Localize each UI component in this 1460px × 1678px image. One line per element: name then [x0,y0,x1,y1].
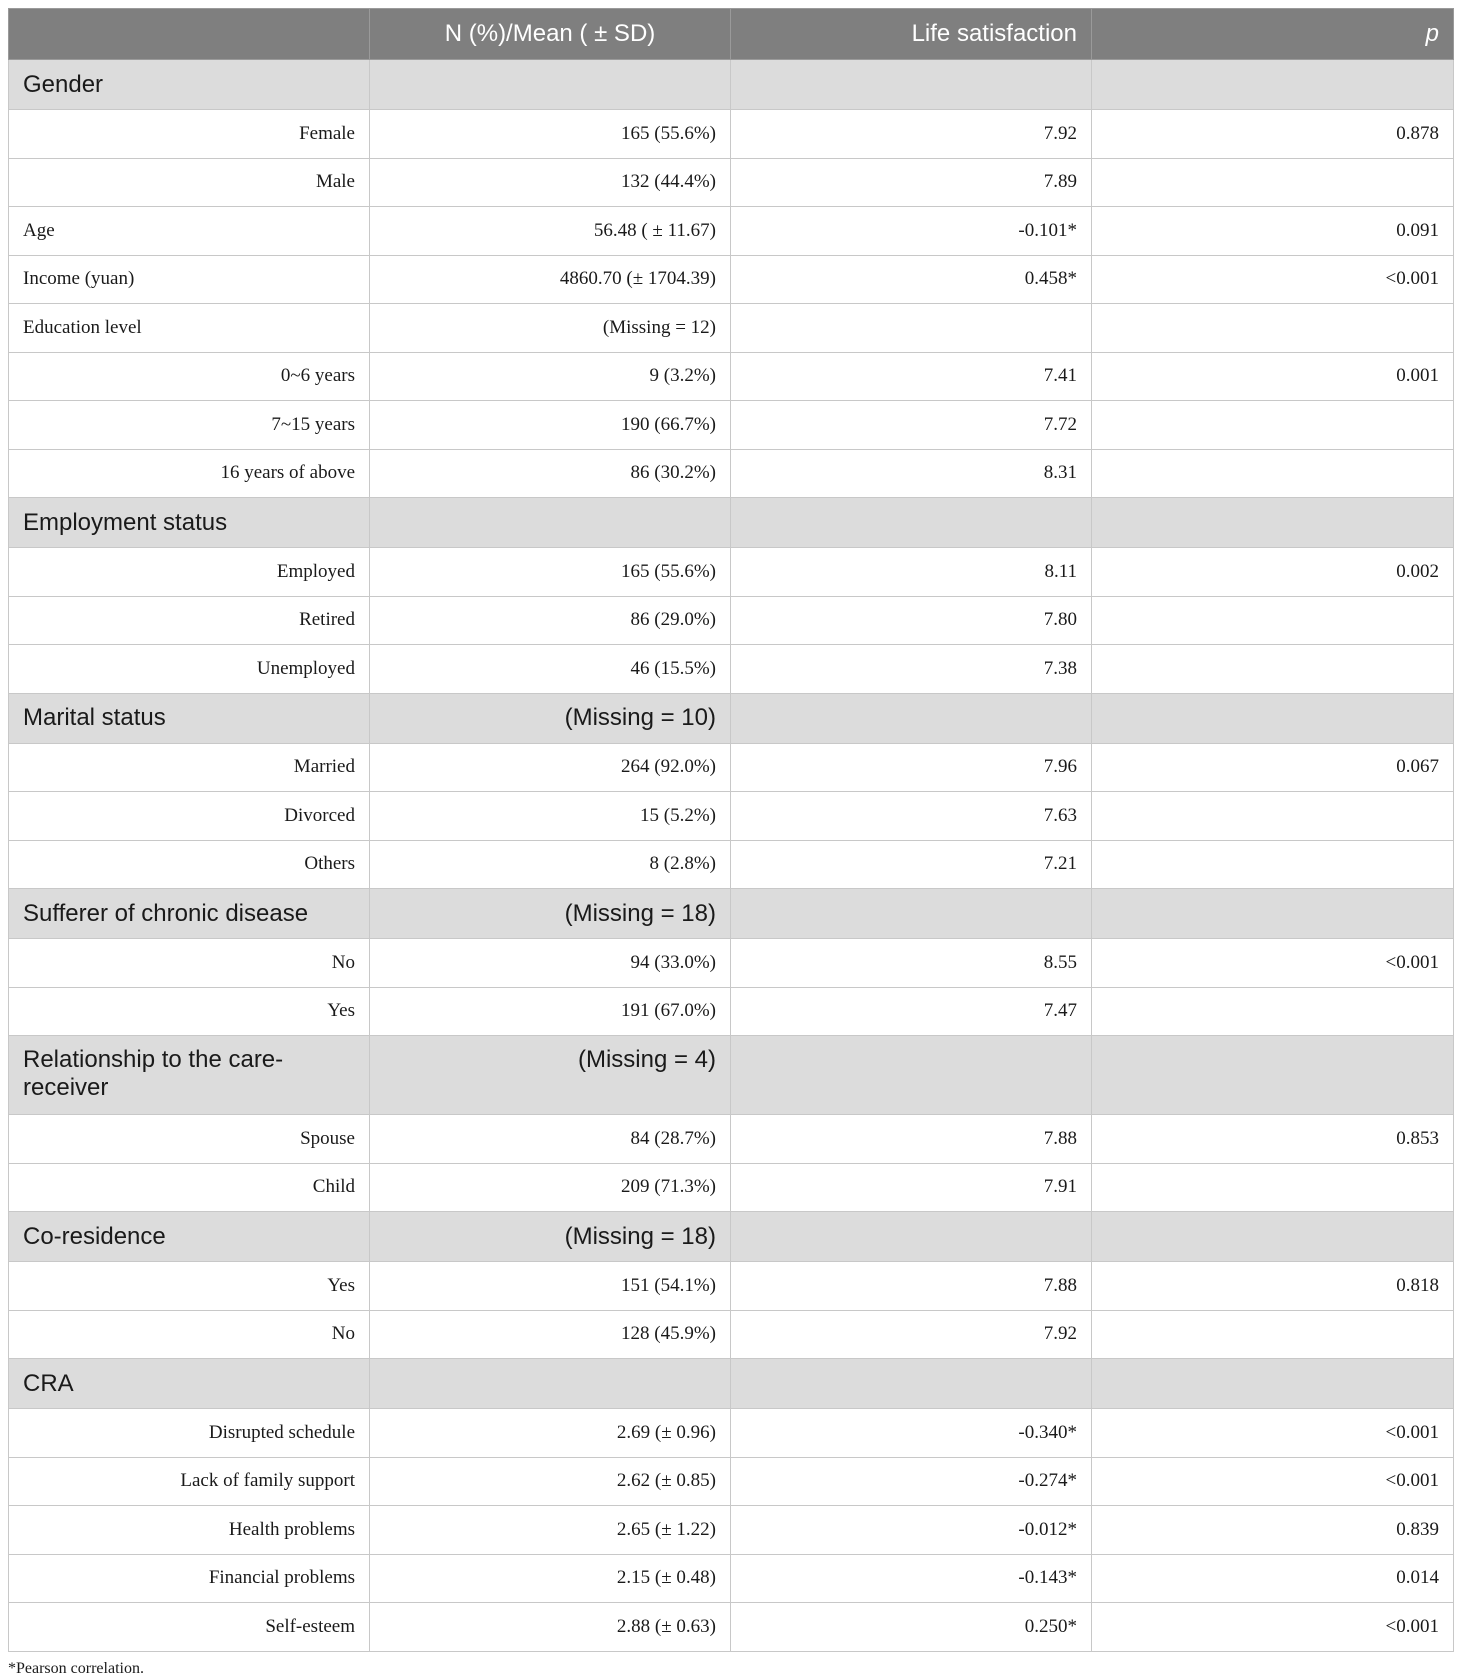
cell-n-mean: 190 (66.7%) [370,401,731,450]
cell-p-value: 0.853 [1092,1115,1454,1164]
cell-life-satisfaction [731,693,1092,743]
row-label: Yes [9,1262,370,1311]
cell-n-mean: 46 (15.5%) [370,645,731,694]
data-table [8,8,1454,1652]
cell-life-satisfaction: 0.250* [731,1603,1092,1652]
cell-p-value [1092,596,1454,645]
cell-n-mean: 209 (71.3%) [370,1163,731,1212]
row-label: Married [9,743,370,792]
row-label: Yes [9,987,370,1036]
table-header [9,9,1454,60]
table-row [9,939,1454,988]
table-row [9,1506,1454,1555]
cell-p-value [1092,1036,1454,1115]
cell-n-mean: 56.48 ( ± 11.67) [370,207,731,256]
cell-life-satisfaction: 7.21 [731,840,1092,889]
cell-n-mean: (Missing = 4) [370,1036,731,1115]
row-label: 16 years of above [9,449,370,498]
table-row [9,1163,1454,1212]
cell-p-value: 0.091 [1092,207,1454,256]
table-row [9,449,1454,498]
table-row [9,255,1454,304]
row-label: Education level [9,304,370,353]
cell-n-mean: 15 (5.2%) [370,792,731,841]
row-label: Male [9,158,370,207]
cell-n-mean: 9 (3.2%) [370,352,731,401]
cell-n-mean: 2.15 (± 0.48) [370,1554,731,1603]
cell-life-satisfaction [731,498,1092,548]
cell-life-satisfaction: 7.47 [731,987,1092,1036]
row-label: Financial problems [9,1554,370,1603]
section-label: Gender [9,60,370,110]
row-label: Female [9,110,370,159]
cell-n-mean: 2.62 (± 0.85) [370,1457,731,1506]
cell-p-value [1092,693,1454,743]
cell-life-satisfaction: -0.274* [731,1457,1092,1506]
cell-life-satisfaction [731,304,1092,353]
cell-n-mean: 84 (28.7%) [370,1115,731,1164]
cell-n-mean: 191 (67.0%) [370,987,731,1036]
cell-p-value [1092,158,1454,207]
row-label: Employed [9,548,370,597]
cell-life-satisfaction: 7.92 [731,110,1092,159]
table-row [9,304,1454,353]
cell-life-satisfaction: 0.458* [731,255,1092,304]
cell-life-satisfaction: 7.80 [731,596,1092,645]
table-row [9,987,1454,1036]
row-label: No [9,1310,370,1359]
cell-life-satisfaction: 7.88 [731,1262,1092,1311]
table-row [9,1310,1454,1359]
cell-p-value [1092,840,1454,889]
table-row [9,645,1454,694]
cell-n-mean: 94 (33.0%) [370,939,731,988]
table-row [9,110,1454,159]
cell-p-value [1092,401,1454,450]
cell-p-value [1092,449,1454,498]
row-label: Spouse [9,1115,370,1164]
cell-n-mean: 86 (29.0%) [370,596,731,645]
cell-n-mean: 8 (2.8%) [370,840,731,889]
cell-p-value [1092,1310,1454,1359]
table-row [9,743,1454,792]
section-row [9,1359,1454,1409]
table-row [9,792,1454,841]
cell-p-value [1092,889,1454,939]
cell-n-mean: 165 (55.6%) [370,110,731,159]
table-row [9,840,1454,889]
table-row [9,1603,1454,1652]
cell-n-mean: 264 (92.0%) [370,743,731,792]
cell-life-satisfaction: 7.63 [731,792,1092,841]
header-row [9,9,1454,60]
row-label: Child [9,1163,370,1212]
cell-p-value: 0.818 [1092,1262,1454,1311]
cell-life-satisfaction: 7.41 [731,352,1092,401]
cell-n-mean: 2.65 (± 1.22) [370,1506,731,1555]
section-row [9,693,1454,743]
cell-life-satisfaction: 7.89 [731,158,1092,207]
footnote: *Pearson correlation. [8,1659,144,1677]
header-n-mean: N (%)/Mean ( ± SD) [370,9,731,60]
cell-p-value [1092,1212,1454,1262]
cell-life-satisfaction: -0.143* [731,1554,1092,1603]
cell-life-satisfaction: -0.012* [731,1506,1092,1555]
section-row [9,1036,1454,1115]
cell-p-value: <0.001 [1092,1457,1454,1506]
cell-n-mean: (Missing = 10) [370,693,731,743]
cell-p-value: 0.067 [1092,743,1454,792]
section-row [9,60,1454,110]
document [8,8,1453,1678]
cell-life-satisfaction: -0.101* [731,207,1092,256]
table-row [9,401,1454,450]
cell-p-value [1092,1163,1454,1212]
cell-life-satisfaction [731,60,1092,110]
cell-p-value: 0.001 [1092,352,1454,401]
cell-n-mean: 4860.70 (± 1704.39) [370,255,731,304]
cell-n-mean: 86 (30.2%) [370,449,731,498]
cell-p-value [1092,987,1454,1036]
row-label: Unemployed [9,645,370,694]
cell-p-value: <0.001 [1092,1603,1454,1652]
cell-life-satisfaction: 8.11 [731,548,1092,597]
section-label: Co-residence [9,1212,370,1262]
cell-p-value [1092,60,1454,110]
section-row [9,498,1454,548]
section-row [9,1212,1454,1262]
cell-life-satisfaction: 7.38 [731,645,1092,694]
cell-p-value [1092,1359,1454,1409]
row-label: No [9,939,370,988]
row-label: Health problems [9,1506,370,1555]
cell-n-mean: 132 (44.4%) [370,158,731,207]
cell-life-satisfaction [731,889,1092,939]
cell-n-mean: 151 (54.1%) [370,1262,731,1311]
cell-n-mean: 2.88 (± 0.63) [370,1603,731,1652]
header-variable [9,9,370,60]
table-row [9,158,1454,207]
section-label: Employment status [9,498,370,548]
cell-life-satisfaction [731,1036,1092,1115]
cell-life-satisfaction: 7.92 [731,1310,1092,1359]
section-label: Sufferer of chronic disease [9,889,370,939]
cell-p-value [1092,304,1454,353]
cell-n-mean [370,60,731,110]
cell-p-value [1092,792,1454,841]
section-label: Marital status [9,693,370,743]
cell-n-mean [370,498,731,548]
table-row [9,1409,1454,1458]
cell-life-satisfaction: 8.55 [731,939,1092,988]
section-label: Relationship to the care-receiver [9,1036,370,1115]
cell-n-mean: 165 (55.6%) [370,548,731,597]
cell-p-value [1092,498,1454,548]
cell-n-mean [370,1359,731,1409]
table-row [9,1115,1454,1164]
cell-p-value: 0.002 [1092,548,1454,597]
cell-p-value: <0.001 [1092,939,1454,988]
table-row [9,352,1454,401]
cell-life-satisfaction [731,1359,1092,1409]
row-label: Self-esteem [9,1603,370,1652]
cell-life-satisfaction [731,1212,1092,1262]
cell-life-satisfaction: 7.72 [731,401,1092,450]
table-row [9,207,1454,256]
row-label: Lack of family support [9,1457,370,1506]
table-row [9,1554,1454,1603]
cell-life-satisfaction: 8.31 [731,449,1092,498]
cell-p-value: 0.839 [1092,1506,1454,1555]
row-label: Age [9,207,370,256]
cell-p-value: 0.878 [1092,110,1454,159]
row-label: Disrupted schedule [9,1409,370,1458]
row-label: Others [9,840,370,889]
cell-p-value [1092,645,1454,694]
row-label: 0~6 years [9,352,370,401]
cell-life-satisfaction: 7.91 [731,1163,1092,1212]
cell-p-value: <0.001 [1092,1409,1454,1458]
cell-n-mean: (Missing = 12) [370,304,731,353]
cell-n-mean: 128 (45.9%) [370,1310,731,1359]
cell-p-value: <0.001 [1092,255,1454,304]
table-row [9,1457,1454,1506]
cell-p-value: 0.014 [1092,1554,1454,1603]
cell-life-satisfaction: 7.96 [731,743,1092,792]
table-row [9,548,1454,597]
section-label: CRA [9,1359,370,1409]
row-label: 7~15 years [9,401,370,450]
header-life-satisfaction: Life satisfaction [731,9,1092,60]
cell-life-satisfaction: -0.340* [731,1409,1092,1458]
row-label: Divorced [9,792,370,841]
row-label: Retired [9,596,370,645]
cell-n-mean: 2.69 (± 0.96) [370,1409,731,1458]
cell-n-mean: (Missing = 18) [370,889,731,939]
header-p-value: p [1092,9,1454,60]
table-row [9,1262,1454,1311]
section-row [9,889,1454,939]
cell-n-mean: (Missing = 18) [370,1212,731,1262]
table-body [9,60,1454,1652]
cell-life-satisfaction: 7.88 [731,1115,1092,1164]
row-label: Income (yuan) [9,255,370,304]
table-row [9,596,1454,645]
